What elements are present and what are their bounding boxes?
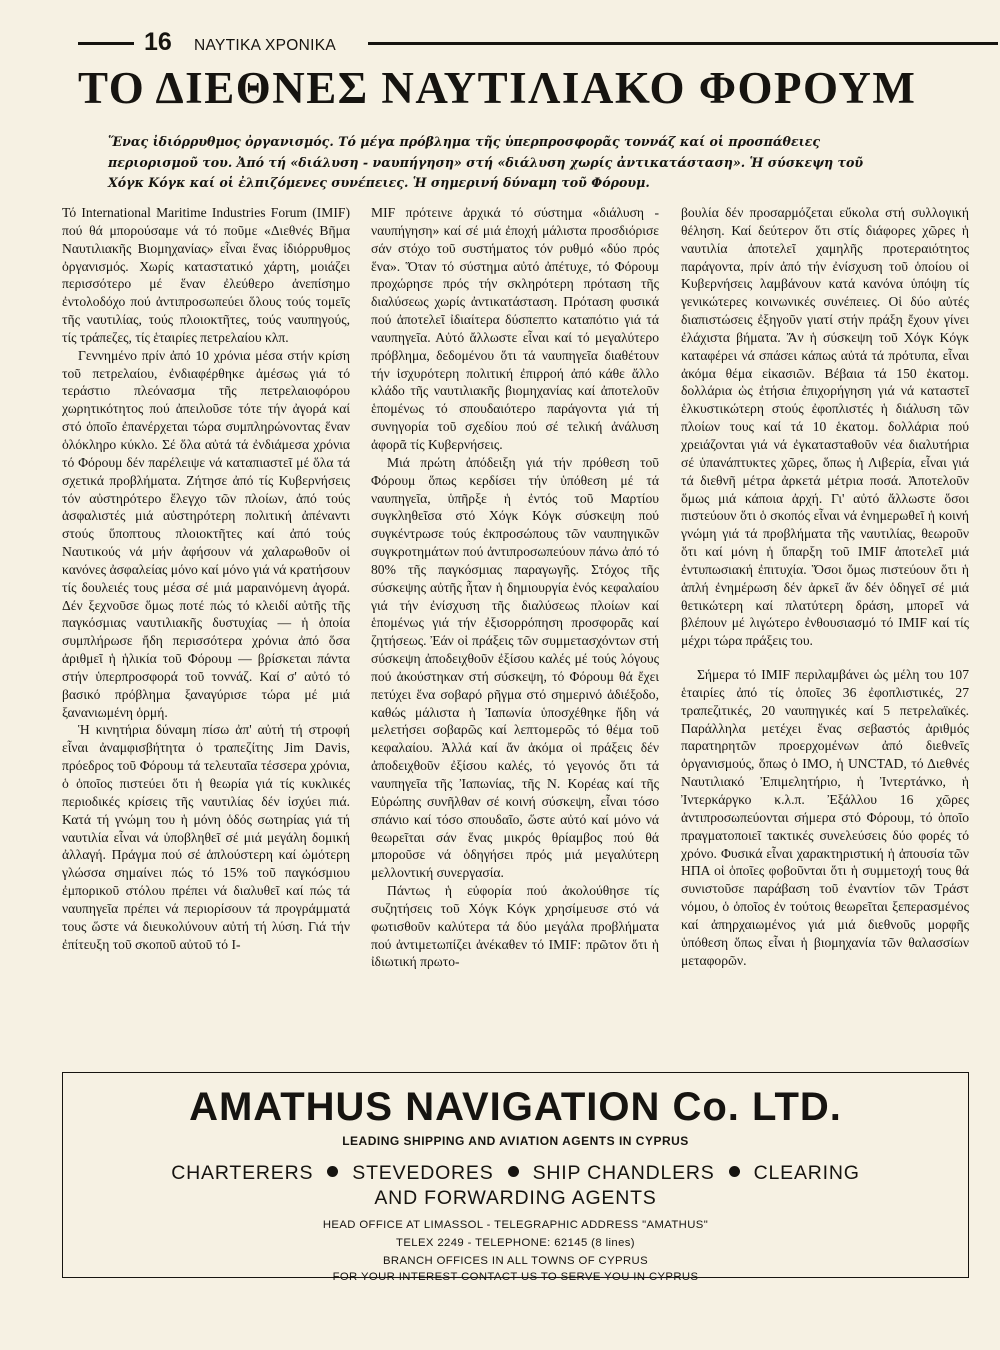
lead-text: Ἕνας ἰδιόρρυθμος ὀργανισμός. Τό μέγα πρόβλημα τῆς ὑπερπροσφορᾶς τοννάζ καί οἱ προσπάθειες περιορισμοῦ του. Ἀπό τή «διάλυση - ναυπήγηση» στή «διάλυση χωρίς ἀντικατάσταση». Ἡ σύσκεψη τοῦ Χόγκ Κόγκ καί οἱ ἐλπιζόμενες συνέπειες. Ἡ σημερινή δύναμη τοῦ Φόρουμ.	[108, 134, 864, 190]
ad-service-line2: AND FORWARDING AGENTS	[374, 1187, 657, 1209]
ad-telex: TELEX 2249 - TELEPHONE: 62145 (8 lines)	[396, 1237, 635, 1249]
paragraph: Τό International Maritime Industries Forum (IMIF) πού θά μπορούσαμε νά τό ποῦμε «Διεθνές Βῆμα Ναυτιλιακῆς Βιομηχανίας» εἶναι ἕνας ἰδιόρρυθμος ὀργανισμός. Χωρίς καταστατικό χάρτη, μοιάζει περισσότερο μέ ἕναν ἐλεύθερο ἀνεπίσημο ἐντολοδόχο πού ἀντιπροσωπεύει ὅλους τούς τομεῖς τῆς ναυτιλίας, τούς πλοιοκτῆτες, τούς ναυπηγούς, τίς τράπεζες, τίς ἑταιρίες πετρελαίου κλπ.	[62, 205, 350, 345]
bullet-icon	[508, 1166, 519, 1177]
ad-service: STEVEDORES	[352, 1162, 494, 1184]
ad-tagline: LEADING SHIPPING AND AVIATION AGENTS IN CYPRUS	[342, 1134, 689, 1148]
article-column-2	[371, 204, 659, 971]
paragraph: Σήμερα τό IMIF περιλαμβάνει ὡς μέλη του 107 ἑταιρίες ἀπό τίς ὁποῖες 36 ἐφοπλιστικές, 27 τραπεζιτικές, 20 ναυπηγικές καί 5 πετρελαϊκές. Παράλληλα μετέχει ἕνας σεβαστός ἀριθμός παρατηρητῶν προερχομένων ἀπό διεθνεῖς ὀργανισμούς, ὅπως ὁ IMO, ἡ UNCTAD, τό Διεθνές Ναυτιλιακό Ἐπιμελητήριο, ἡ Ἰντερτάνκο, ἡ Ἰντερκάργκο κ.λ.π. Ἐξάλλου 16 χῶρες ἀντιπροσωπεύονται σήμερα στό Φόρουμ, τό ὁποῖο πραγματοποιεῖ τακτικές συνελεύσεις δύο φορές τό χρόνο. Φυσικά εἶναι χαρακτηριστική ἡ ἀπουσία τῶν ΗΠΑ οἱ ὁποῖες φοβοῦνται ὅτι ἡ συμμετοχή τους θά συνιστοῦσε παράβαση τοῦ ἐναντίον τῶν Τράστ νόμου, ὁ ὁποῖος ἐν τούτοις θεωρεῖται ξεπερασμένος καί ἀπηρχαιωμένος γιά μιά διεθνοῦς μορφῆς ὑπόθεση ὅπως εἶναι ἡ βιομηχανία τῶν θαλασσίων μεταφορῶν.	[681, 667, 969, 968]
paragraph: Ἡ κινητήρια δύναμη πίσω ἀπ' αὐτή τή στροφή εἶναι ἀναμφισβήτητα ὁ τραπεζίτης Jim Davis, πρόεδρος τοῦ Φόρουμ τά τελευταῖα τέσσερα χρόνια, ὁ ὁποῖος πιστεύει ὅτι ἡ θεωρία γιά τίς κυκλικές περιοδικές κρίσεις τῆς ναυτιλίας δέν ἰσχύει πιά. Κατά τή γνώμη του ἡ μόνη ὁδός σωτηρίας γιά τή ναυτιλία εἶναι νά ὑποβληθεῖ σέ μιά μεγάλη δομική ἀλλαγή. Πράγμα πού σέ ἁπλούστερη καί ὠμότερη γλώσσα σημαίνει πώς τό 15% τοῦ παγκόσμιου ἐμπορικοῦ στόλου πρέπει νά διαλυθεῖ καί πώς τά ναυπηγεῖα πρέπει νά περιορίσουν τά προγράμματά τους ὥστε νά διευκολύνουν αὐτή τή λύση. Γιά τήν ἐπίτευξη τοῦ σκοποῦ αὐτοῦ τό Ι-	[62, 722, 350, 952]
paragraph: Γεννημένο πρίν ἀπό 10 χρόνια μέσα στήν κρίση τοῦ πετρελαίου, ἐνδιαφέρθηκε ἀμέσως γιά τό τεράστιο πλεόνασμα τῆς πετρελαιοφόρου χωρητικότητος πού ἀπειλοῦσε τότε τήν ἀγορά καί στό ὁποῖο ἐπανέρχεται τώρα συμπληρώνοντας ἕναν ὁλόκληρο κύκλο. Σέ ὅλα αὐτά τά ἐνδιάμεσα χρόνια τό Φόρουμ δέν παρέλειψε νά καταπιαστεῖ μέ ὅλα τά σχετικά προβλήματα. Ζήτησε ἀπό τίς Κυβερνήσεις τόν αὐστηρότερο ἔλεγχο τῶν πλοίων, ἀπό τούς ἀσφαλιστές μιά αὐστηρότερη πολιτική ἀπέναντι στούς ὕποπτους πλοιοκτῆτες καί ἀπό τούς Ναυτικούς νά μήν ἀφήσουν νά χαλαρωθοῦν οἱ κανόνες ἀσφαλείας μόνο καί μόνο γιά νά κρατήσουν τίς δουλειές τους μέσα σέ μιά μαραινόμενη ἀγορά. Δέν ξεχνοῦσε ὅμως ποτέ πώς τό κλειδί αὐτῆς τῆς παγκόσμιας ναυτιλιακῆς δυστυχίας — ἡ ὁποία συμπλήρωσε ἤδη περισσότερα χρόνια ἀπό ὅσα ἀριθμεῖ ἡ ἡλικία τοῦ Φόρουμ — βρίσκεται πάντα στήν ὑπερπροσφορά τοῦ τοννάζ. Καί σ' αὐτό τό βασικό πρόβλημα ξαναγύρισε τώρα μέ μιά ξανανιωμένη ὁρμή.	[62, 347, 350, 720]
header-rule-left	[78, 42, 134, 45]
ad-closing: FOR YOUR INTEREST CONTACT US TO SERVE YOU IN CYPRUS	[332, 1271, 699, 1283]
article-title: ΤΟ ΔΙΕΘΝΕΣ ΝΑΥΤΙΛΙΑΚΟ ΦΟΡΟΥΜ	[78, 63, 917, 113]
article-lead	[108, 132, 898, 194]
paragraph: Μιά πρώτη ἀπόδειξη γιά τήν πρόθεση τοῦ Φόρουμ ὅπως κερδίσει τήν ὑπόθεση μέ τά ναυπηγεῖα, ὑπῆρξε ἡ ἐντός τοῦ Μαρτίου συγκληθεῖσα στό Χόγκ Κόγκ σύσκεψη πού συγκέντρωσε τούς ἐκπροσώπους τῶν ναυπηγικῶν συγκροτημάτων πού ἀντιπροσωπεύουν πάνω ἀπό τό 80% τῆς παγκόσμιας παραγωγῆς. Στόχος τῆς σύσκεψης αὐτῆς ἦταν ἡ δημιουργία ἑνός κεφαλαίου γιά τήν ἐνίσχυση τῆς διαλύσεως πλοίων καί ἑπομένως γιά τήν ἐξισορρόπηση προσφορᾶς καί ζητήσεως. Ἐάν οἱ πράξεις τῶν συμμετασχόντων στή σύσκεψη ἀποδειχθοῦν ἐξίσου καλές μέ τούς λόγους πού ἀκούστηκαν στή σύσκεψη, τό Φόρουμ θά ἔχει πετύχει ἕνα σοβαρό ρῆγμα στό σημερινό ἀδιέξοδο, καθώς μάλιστα ἡ Ἰαπωνία ὑποσχέθηκε ἤδη νά μελετήσει σοβαρῶς καί λεπτομερῶς τό θέμα τοῦ κεφαλαίου. Ἀλλά καί ἄν ἀκόμα οἱ πράξεις δέν ἀποδειχθοῦν ἐξίσου καλές, τό γεγονός ὅτι τά ναυπηγεῖα τῆς Ἰαπωνίας, τῆς Ν. Κορέας καί τῆς Εὐρώπης συνῆλθαν σέ κοινή σύσκεψη, εἶναι τόσο σπάνιο καί τόσο σπουδαῖο, ὥστε αὐτό καί μόνο νά θεωρεῖται σάν ἕνας μικρός θρίαμβος πού θά μποροῦσε νά ὁδηγήσει πρός μιά μεγαλύτερη μελλοντική συνεργασία.	[371, 454, 659, 881]
ad-branches: BRANCH OFFICES IN ALL TOWNS OF CYPRUS	[382, 1255, 649, 1267]
section-title: ΝΑΥΤΙΚΑ ΧΡΟΝΙΚΑ	[194, 37, 337, 54]
page-header	[78, 28, 998, 58]
ad-service: SHIP CHANDLERS	[532, 1162, 715, 1184]
header-rule-right	[368, 42, 998, 45]
advertisement-box	[62, 1072, 969, 1283]
article-column-3	[681, 204, 969, 969]
ad-service: CHARTERERS	[171, 1162, 314, 1184]
paragraph: βουλία δέν προσαρμόζεται εὔκολα στή συλλογική θέληση. Καί δεύτερον ὅτι στίς διάφορες χῶρες ἡ ναυτιλία ἀποτελεῖ χαμηλῆς προτεραιότητος παράγοντα, πρίν ἀπό τήν ἐνίσχυση τοῦ ὁποίου οἱ Κυβερνήσεις λαμβάνουν κατά κανόνα ὑπόψη τίς γενικώτερες κοινωνικές συνέπειες. Οἱ δύο αὐτές διαπιστώσεις ἐξηγοῦν γιατί στήν πράξη ἔχουν γίνει ἐλάχιστα βήματα. Ἄν ἡ σύσκεψη τοῦ Χόγκ Κόγκ καταφέρει νά σπάσει κάπως αὐτά τά πρότυπα, εἶναι ἀκόμα θέμα εἰκασιῶν. Βέβαια τά 150 ἑκατομ. δολλάρια ὡς ἐτήσια ἐπιχορήγηση γιά νά καταστεῖ ἑλκυστικώτερη στούς ἐφοπλιστές ἡ διάλυση τῶν πλοίων τους καί τά 10 ἑκατομ. δολλάρια πού χρειάζονται γιά νά ἐγκατασταθοῦν νέα διαλυτήρια σέ ὑπανάπτυκτες χῶρες, ὅπως ἡ Λιβερία, εἶναι γιά τά διεθνῆ μέτρα ἀρκετά μέτρια ποσά. Ἀποτελοῦν ὅμως μιά κάποια ἀρχή. Γι' αὐτό ἄλλωστε ὅσοι πιστεύουν ὅτι ὁ σκοπός εἶναι νά ἐνημερωθεῖ ἡ κοινή γνώμη γιά τά προβλήματα τῆς ναυτιλίας, θεωροῦν ὅτι καί μόνη ἡ ὕπαρξη τοῦ IMIF ἀποτελεῖ μιά ἐντυπωσιακή ἐπιτυχία. Ὅσοι ὅμως πιστεύουν ὅτι ἡ ἁπλή ἐνημέρωση δέν ἀρκεῖ ἄν δέν ὁδηγεῖ σέ μιά θετικώτερη καί πλατύτερη δράση, μπορεῖ νά βλέπουν μέ λιγώτερο ἐνθουσιασμό τό IMIF καί τίς μέχρι τώρα πράξεις του.	[681, 205, 969, 649]
bullet-icon	[327, 1166, 338, 1177]
page-number: 16	[144, 28, 172, 56]
ad-company-name: AMATHUS NAVIGATION Co. LTD.	[189, 1085, 842, 1129]
article-column-1	[62, 204, 350, 953]
paragraph: Πάντως ἡ εὐφορία πού ἀκολούθησε τίς συζητήσεις τοῦ Χόγκ Κόγκ χρησίμευσε στό νά φωτισθοῦν καλύτερα τά δύο μεγάλα προβλήματα πού ἀντιμετωπίζει ἀνέκαθεν τό IMIF: πρῶτον ὅτι ἡ ἰδιωτική πρωτο-	[371, 883, 659, 970]
ad-service: CLEARING	[753, 1162, 860, 1184]
paragraph: MIF πρότεινε ἀρχικά τό σύστημα «διάλυση - ναυπήγηση» καί σέ μιά ἐποχή μάλιστα προσδιόρισε σάν στόχο τοῦ συστήματος τόν ρυθμό «δύο πρός ἕνα». Ὅταν τό σύστημα αὐτό ἀπέτυχε, τό Φόρουμ προχώρησε πρός τήν σκληρότερη πρόταση τῆς διαλύσεως χωρίς ἀντικατάσταση. Πρόταση φυσικά πού ἀποτελεῖ ἰδιαίτερα δύσπεπτο καταπότιο γιά τά ναυπηγεῖα. Αὐτό ἄλλωστε εἶναι καί τό μεγαλύτερο πρόβλημα, δεδομένου ὅτι τά ναυπηγεῖα διαθέτουν τήν ἰσχυρότερη πολιτική ἐπιρροή ἀπό κάθε ἄλλο κλάδο τῆς ναυτιλιακῆς βιομηχανίας καί ἀποτελοῦν ἑπομένως τό σπουδαιότερο παράγοντα γιά τή συνηγορία τοῦ σχεδίου πού σέ τελική ἀνάλυση ἀφορᾶ τίς Κυβερνήσεις.	[371, 205, 659, 452]
bullet-icon	[729, 1166, 740, 1177]
ad-services	[63, 1161, 968, 1211]
ad-head-office: HEAD OFFICE AT LIMASSOL - TELEGRAPHIC ADDRESS "AMATHUS"	[322, 1219, 709, 1231]
